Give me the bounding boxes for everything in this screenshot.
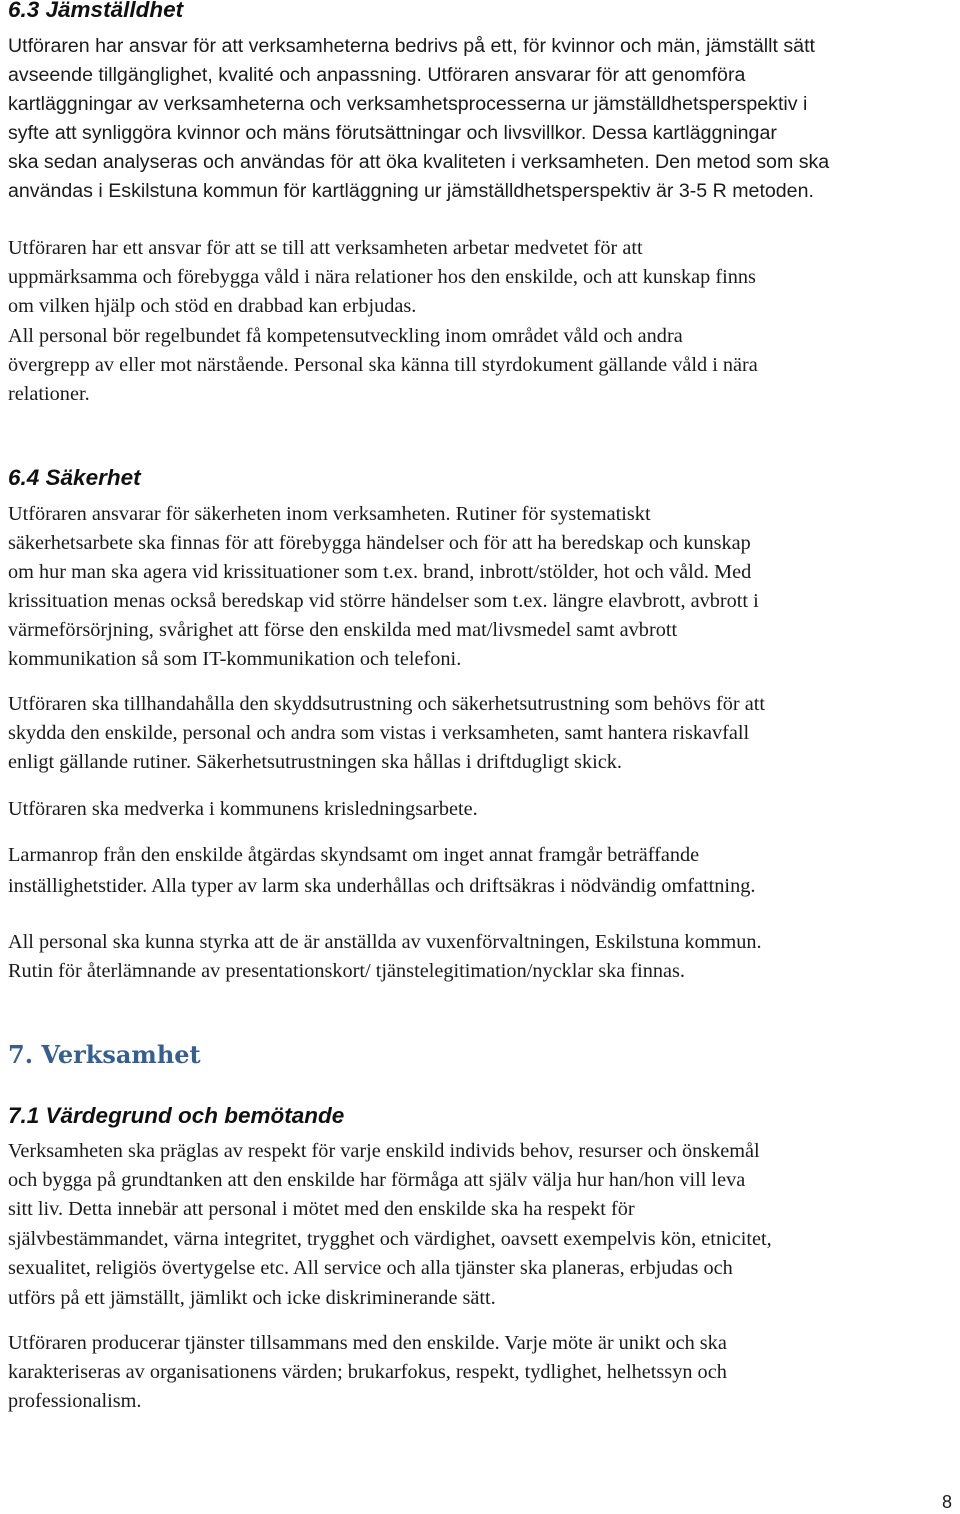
text-line: Utföraren har ett ansvar för att se till att verksamheten arbetar medvetet för att — [8, 237, 643, 259]
text-line: säkerhetsarbete ska finnas för att förebygga händelser och för att ha beredskap och kunskap — [8, 532, 751, 554]
text-line: Utföraren producerar tjänster tillsammans med den enskilde. Varje möte är unikt och ska — [8, 1332, 727, 1354]
text-line: om hur man ska agera vid krissituationer som t.ex. brand, inbrott/stölder, hot och våld. Med — [8, 561, 752, 583]
text-line: kommunikation så som IT-kommunikation och telefoni. — [8, 648, 462, 670]
text-line: självbestämmandet, värna integritet, trygghet och värdighet, oavsett exempelvis kön, etnicitet, — [8, 1228, 772, 1250]
text-line: och bygga på grundtanken att den enskilde har förmåga att själv välja hur han/hon vill leva — [8, 1169, 746, 1191]
section-heading-7-1: 7.1 Värdegrund och bemötande — [8, 1103, 345, 1128]
text-line: enligt gällande rutiner. Säkerhetsutrustningen ska hållas i driftdugligt skick. — [8, 751, 622, 773]
text-line: Utföraren ansvarar för säkerheten inom verksamheten. Rutiner för systematiskt — [8, 503, 651, 525]
text-line: övergrepp av eller mot närstående. Personal ska känna till styrdokument gällande våld i nära — [8, 354, 758, 376]
text-line: sitt liv. Detta innebär att personal i mötet med den enskilde ska ha respekt för — [8, 1198, 635, 1220]
text-line: Utföraren har ansvar för att verksamheterna bedrivs på ett, för kvinnor och män, jämställt sätt — [8, 35, 815, 57]
text-line: kartläggningar av verksamheterna och verksamhetsprocesserna ur jämställdhetsperspektiv i — [8, 93, 808, 115]
text-line: ska sedan analyseras och användas för att öka kvaliteten i verksamheten. Den metod som ska — [8, 151, 830, 173]
text-line: inställighetstider. Alla typer av larm ska underhållas och driftsäkras i nödvändig omfattning. — [8, 875, 756, 897]
text-line: avseende tillgänglighet, kvalité och anpassning. Utföraren ansvarar för att genomföra — [8, 64, 746, 86]
text-line: professionalism. — [8, 1390, 142, 1412]
text-line: syfte att synliggöra kvinnor och mäns förutsättningar och livsvillkor. Dessa kartläggningar — [8, 122, 777, 144]
text-line: Rutin för återlämnande av presentationskort/ tjänstelegitimation/nycklar ska finnas. — [8, 960, 685, 982]
text-line: användas i Eskilstuna kommun för kartläggning ur jämställdhetsperspektiv är 3-5 R metoden. — [8, 180, 814, 202]
text-line: värmeförsörjning, svårighet att förse den enskilda med mat/livsmedel samt avbrott — [8, 619, 678, 641]
section-heading-6-3: 6.3 Jämställdhet — [8, 0, 184, 22]
text-line: relationer. — [8, 383, 90, 405]
text-line: Verksamheten ska präglas av respekt för varje enskild individs behov, resurser och önskemål — [8, 1140, 760, 1162]
text-line: Larmanrop från den enskilde åtgärdas skyndsamt om inget annat framgår beträffande — [8, 844, 700, 866]
text-line: karakteriseras av organisationens värden; brukarfokus, respekt, tydlighet, helhetssyn och — [8, 1361, 727, 1383]
chapter-heading-7: 7. Verksamhet — [8, 1040, 201, 1069]
page-number: 8 — [941, 1492, 952, 1512]
text-line: Utföraren ska medverka i kommunens krisledningsarbete. — [8, 798, 478, 820]
text-line: All personal ska kunna styrka att de är anställda av vuxenförvaltningen, Eskilstuna kommun. — [8, 931, 762, 953]
text-line: om vilken hjälp och stöd en drabbad kan erbjudas. — [8, 295, 417, 317]
text-line: Utföraren ska tillhandahålla den skyddsutrustning och säkerhetsutrustning som behövs för att — [8, 693, 766, 715]
text-line: krissituation menas också beredskap vid större händelser som t.ex. längre elavbrott, avbrott i — [8, 590, 759, 612]
text-line: utförs på ett jämställt, jämlikt och icke diskriminerande sätt. — [8, 1287, 496, 1309]
text-line: uppmärksamma och förebygga våld i nära relationer hos den enskilde, och att kunskap finns — [8, 266, 756, 288]
text-line: All personal bör regelbundet få kompetensutveckling inom området våld och andra — [8, 325, 683, 347]
text-line: sexualitet, religiös övertygelse etc. All service och alla tjänster ska planeras, erbjudas och — [8, 1257, 733, 1279]
text-line: skydda den enskilde, personal och andra som vistas i verksamheten, samt hantera riskavfall — [8, 722, 750, 744]
section-heading-6-4: 6.4 Säkerhet — [8, 465, 141, 490]
